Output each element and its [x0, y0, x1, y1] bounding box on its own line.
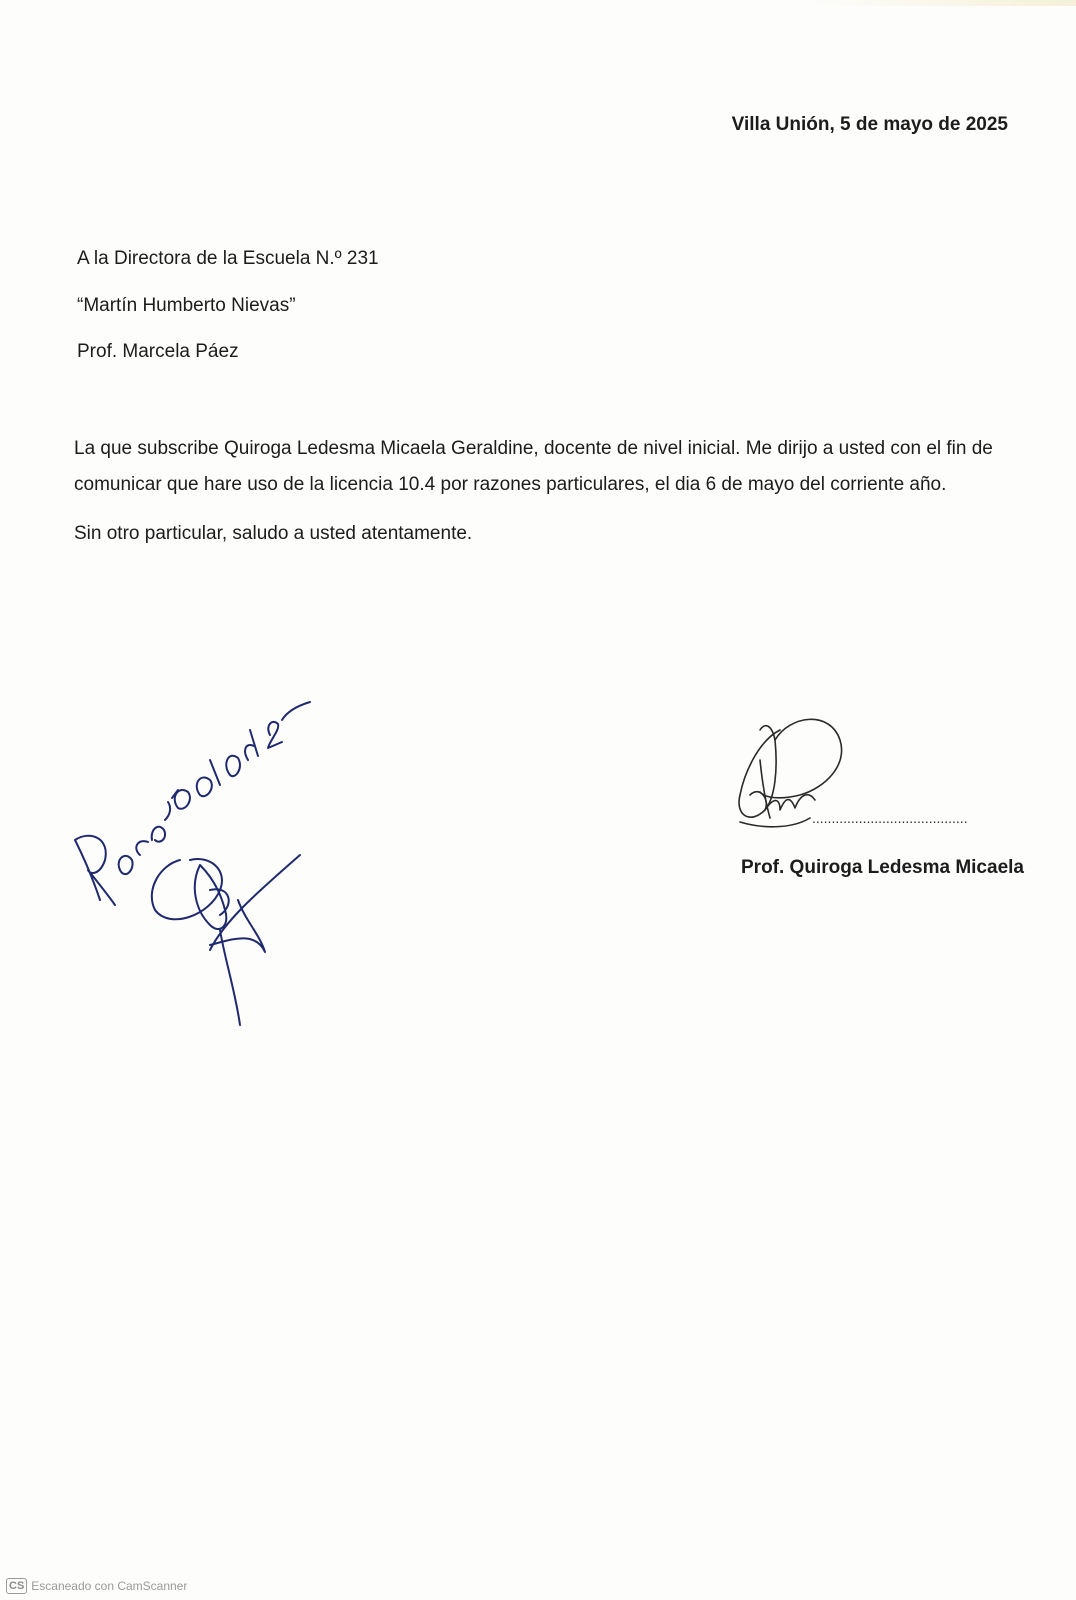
recipient-line-2: “Martín Humberto Nievas”: [77, 295, 296, 316]
recipient-line-1: A la Directora de la Escuela N.º 231: [77, 248, 379, 269]
recipient-line-3: Prof. Marcela Páez: [77, 341, 239, 362]
received-stamp-signature: [60, 690, 320, 1040]
place-date: Villa Unión, 5 de mayo de 2025: [731, 114, 1008, 135]
camscanner-watermark: [6, 1578, 187, 1594]
camscanner-text: Escaneado con CamScanner: [31, 1579, 188, 1593]
body-line-2: comunicar que hare uso de la licencia 10.4 por razones particulares, el dia 6 de mayo del corriente año.: [74, 474, 947, 495]
camscanner-icon: CS: [6, 1578, 27, 1594]
sender-signature: [720, 700, 1040, 850]
signer-name: Prof. Quiroga Ledesma Micaela: [741, 857, 1024, 878]
body-line-1: La que subscribe Quiroga Ledesma Micaela Geraldine, docente de nivel inicial. Me dirijo a usted con el fin de: [74, 438, 993, 459]
closing-line: Sin otro particular, saludo a usted atentamente.: [74, 523, 473, 544]
scan-edge-shadow: [0, 0, 1076, 6]
received-note-text: Recibí 06/05/25: [60, 690, 68, 691]
signature-dotted-line: ........................................: [812, 810, 968, 826]
